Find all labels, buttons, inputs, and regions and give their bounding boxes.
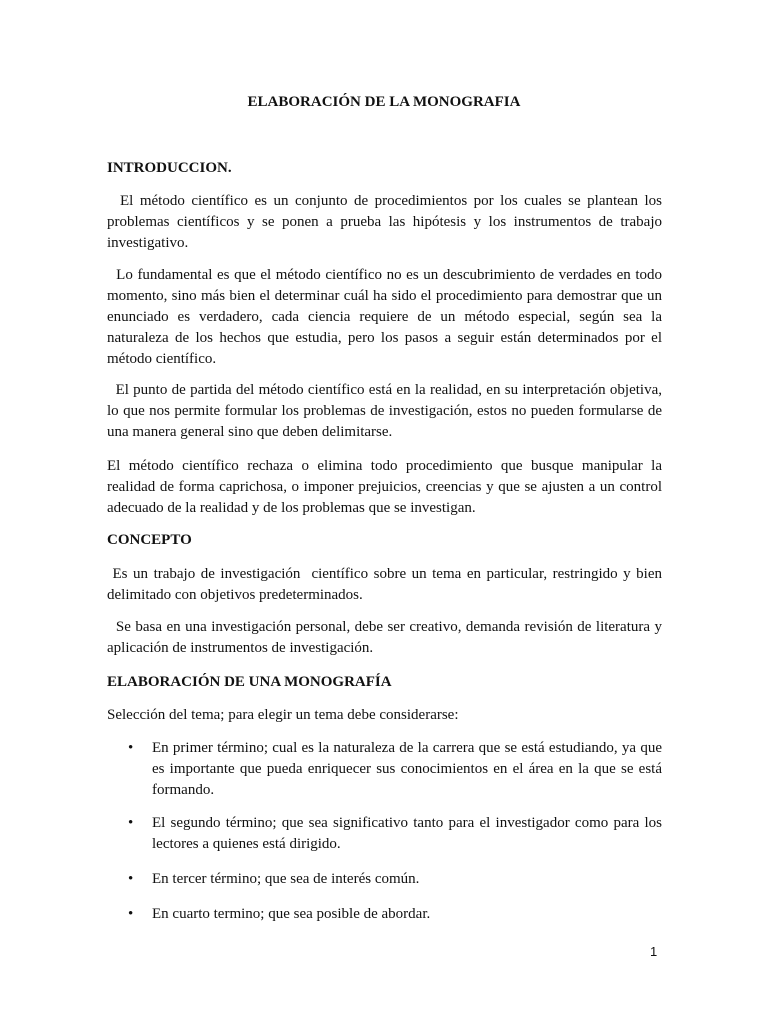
- list-item: [107, 738, 662, 801]
- section-heading-introduccion: INTRODUCCION.: [107, 160, 232, 176]
- list-item: [107, 869, 662, 890]
- bullet-icon: •: [128, 740, 134, 756]
- list-item: [107, 813, 662, 855]
- bullet-icon: •: [128, 815, 134, 831]
- list-item-text: En primer término; cual es la naturaleza de la carrera que se está estudiando, ya que es importante que pueda enriquecer sus conocimientos en el área en la que se está formando.: [152, 740, 662, 798]
- bullet-icon: •: [128, 871, 134, 887]
- list-item-text: En tercer término; que sea de interés común.: [152, 871, 420, 887]
- paragraph-concepto-1: Es un trabajo de investigación científico sobre un tema en particular, restringido y bien delimitado con objetivos predeterminados.: [107, 566, 662, 603]
- paragraph-intro-4: El método científico rechaza o elimina todo procedimiento que busque manipular la realidad de forma caprichosa, o imponer prejuicios, creencias y que se ajusten a un control adecuado de la realidad y de los problemas que se investigan.: [107, 458, 662, 516]
- page-title: ELABORACIÓN DE LA MONOGRAFIA: [247, 94, 521, 110]
- page-number: 1: [650, 944, 658, 959]
- considerations-list: [107, 738, 662, 925]
- list-item-text: El segundo término; que sea significativo tanto para el investigador como para los lectores a quienes está dirigido.: [152, 815, 662, 852]
- paragraph-concepto-2: Se basa en una investigación personal, debe ser creativo, demanda revisión de literatura y aplicación de instrumentos de investigación.: [107, 619, 662, 656]
- section-heading-concepto: CONCEPTO: [107, 532, 192, 548]
- list-item-text: En cuarto termino; que sea posible de abordar.: [152, 906, 431, 922]
- bullet-icon: •: [128, 906, 134, 922]
- section-heading-elaboracion: ELABORACIÓN DE UNA MONOGRAFÍA: [107, 674, 392, 690]
- paragraph-intro-3: El punto de partida del método científico está en la realidad, en su interpretación objetiva, lo que nos permite formular los problemas de investigación, estos no pueden formularse de una manera general sino que deben delimitarse.: [107, 382, 662, 440]
- paragraph-intro-2: Lo fundamental es que el método científico no es un descubrimiento de verdades en todo momento, sino más bien el determinar cuál ha sido el procedimiento para demostrar que un enunciado es verdadero, cada ciencia requiere de un método especial, según sea la naturaleza de los hechos que estudia, pero los pasos a seguir están determinados por el método científico.: [107, 267, 662, 367]
- paragraph-seleccion-tema: Selección del tema; para elegir un tema debe considerarse:: [107, 707, 459, 723]
- list-item: [107, 904, 662, 925]
- paragraph-intro-1: El método científico es un conjunto de procedimientos por los cuales se plantean los problemas científicos y se ponen a prueba las hipótesis y los instrumentos de trabajo investigativo.: [107, 193, 662, 251]
